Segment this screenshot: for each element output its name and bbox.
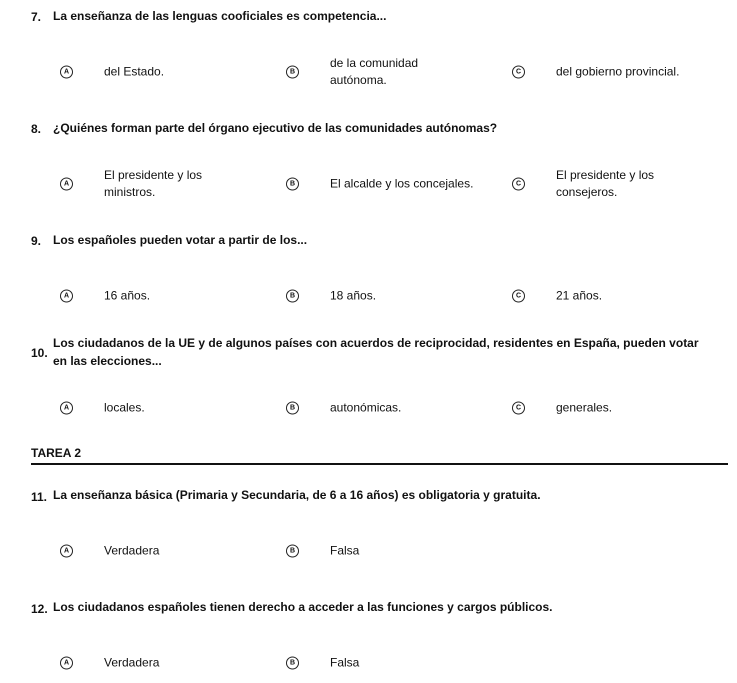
option-b[interactable] bbox=[286, 643, 496, 683]
option-a-radio[interactable]: A bbox=[60, 402, 73, 415]
section-divider bbox=[31, 463, 728, 465]
question-text: Los ciudadanos españoles tienen derecho a acceder a las funciones y cargos públicos. bbox=[53, 600, 553, 614]
option-a-text: El presidente y los ministros. bbox=[104, 168, 203, 199]
option-c-radio[interactable]: C bbox=[512, 178, 525, 191]
question-text: ¿Quiénes forman parte del órgano ejecutivo de las comunidades autónomas? bbox=[53, 121, 498, 135]
option-a-radio[interactable]: A bbox=[60, 657, 73, 670]
question-number: 10. bbox=[31, 346, 48, 360]
option-b[interactable] bbox=[286, 531, 496, 571]
option-a[interactable] bbox=[60, 643, 270, 683]
option-b[interactable] bbox=[286, 164, 496, 204]
option-a-text: Verdadera bbox=[104, 655, 160, 670]
option-b-radio[interactable]: B bbox=[286, 178, 299, 191]
option-a[interactable] bbox=[60, 164, 270, 204]
question-number: 12. bbox=[31, 602, 48, 616]
question-number: 7. bbox=[31, 10, 42, 24]
option-b-radio[interactable]: B bbox=[286, 402, 299, 415]
question-text: Los ciudadanos de la UE y de algunos países con acuerdos de reciprocidad, residentes en España, pueden votar en las elecciones... bbox=[53, 336, 699, 368]
question-text: Los españoles pueden votar a partir de los... bbox=[53, 233, 308, 247]
option-b-text: Falsa bbox=[330, 543, 360, 558]
option-a-radio[interactable]: A bbox=[60, 290, 73, 303]
question-number: 8. bbox=[31, 122, 42, 136]
option-b-radio[interactable]: B bbox=[286, 290, 299, 303]
option-b-radio[interactable]: B bbox=[286, 66, 299, 79]
option-c-radio[interactable]: C bbox=[512, 66, 525, 79]
option-b-radio[interactable]: B bbox=[286, 657, 299, 670]
option-b[interactable] bbox=[286, 52, 496, 92]
question-number: 9. bbox=[31, 234, 42, 248]
option-a-radio[interactable]: A bbox=[60, 66, 73, 79]
option-c-text: El presidente y los consejeros. bbox=[556, 168, 655, 199]
option-a-text: locales. bbox=[104, 400, 145, 415]
option-b[interactable] bbox=[286, 388, 496, 428]
option-a[interactable] bbox=[60, 531, 270, 571]
option-c[interactable] bbox=[512, 388, 722, 428]
option-a[interactable] bbox=[60, 276, 270, 316]
option-c-text: del gobierno provincial. bbox=[556, 64, 680, 79]
question-number: 11. bbox=[31, 490, 48, 504]
option-b-text: El alcalde y los concejales. bbox=[330, 176, 474, 191]
option-a-radio[interactable]: A bbox=[60, 178, 73, 191]
option-c-text: 21 años. bbox=[556, 288, 603, 303]
option-c-radio[interactable]: C bbox=[512, 402, 525, 415]
option-c-text: generales. bbox=[556, 400, 613, 415]
option-a-radio[interactable]: A bbox=[60, 545, 73, 558]
option-a-text: del Estado. bbox=[104, 64, 165, 79]
option-b-text: Falsa bbox=[330, 655, 360, 670]
option-c-radio[interactable]: C bbox=[512, 290, 525, 303]
question-text: La enseñanza de las lenguas cooficiales es competencia... bbox=[53, 9, 387, 23]
option-a[interactable] bbox=[60, 52, 270, 92]
option-b-text: 18 años. bbox=[330, 288, 377, 303]
option-a[interactable] bbox=[60, 388, 270, 428]
option-a-text: 16 años. bbox=[104, 288, 151, 303]
option-b-text: de la comunidad autónoma. bbox=[330, 56, 419, 87]
option-b-text: autonómicas. bbox=[330, 400, 402, 415]
option-c[interactable] bbox=[512, 52, 722, 92]
section-title: TAREA 2 bbox=[31, 446, 82, 460]
option-c[interactable] bbox=[512, 164, 722, 204]
option-a-text: Verdadera bbox=[104, 543, 160, 558]
option-c[interactable] bbox=[512, 276, 722, 316]
option-b[interactable] bbox=[286, 276, 496, 316]
option-b-radio[interactable]: B bbox=[286, 545, 299, 558]
question-text: La enseñanza básica (Primaria y Secundaria, de 6 a 16 años) es obligatoria y gratuita. bbox=[53, 488, 541, 502]
